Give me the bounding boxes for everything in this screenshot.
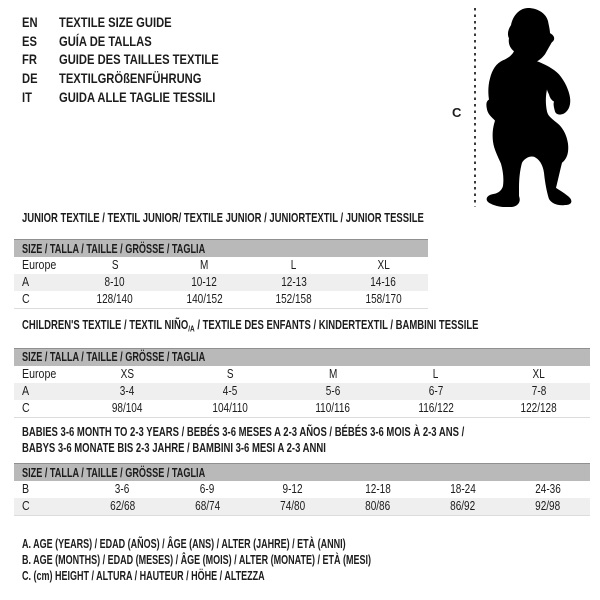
table-title: [14, 317, 590, 337]
table-row: [14, 274, 428, 291]
language-row: [22, 13, 259, 32]
table-row: [14, 291, 428, 309]
table-title-text: /A: [188, 323, 195, 334]
footnote-text: C. (cm) HEIGHT / ALTURA / HAUTEUR / HÖHE / ALTEZZA: [22, 569, 265, 584]
table-row: [14, 481, 590, 498]
table-title: [14, 210, 590, 226]
cell-value: 80/86: [364, 499, 391, 513]
table-title-text: / TEXTILE DES ENFANTS / KINDERTEXTIL / BAMBINI TESSILE: [194, 318, 479, 332]
language-label: TEXTILGRÖßENFÜHRUNG: [59, 70, 202, 87]
row-label-text: Europe: [22, 366, 57, 381]
cell-value: 5-6: [325, 383, 341, 398]
cell-value: 12-13: [280, 275, 307, 289]
table-row: [14, 257, 428, 274]
height-measure-label: C: [452, 105, 462, 120]
row-label-text: Europe: [22, 258, 57, 272]
table-size-header: SIZE / TALLA / TAILLE / GRÖSSE / TAGLIA: [22, 241, 206, 256]
cell-value: 140/152: [186, 292, 223, 306]
cell-value: 14-16: [370, 275, 397, 289]
table-title-text: BABYS 3-6 MONATE BIS 2-3 JAHRE / BAMBINI 3-6 MESI A 2-3 ANNI: [22, 441, 326, 455]
cell-value: 122/128: [520, 400, 557, 415]
table-row: [14, 498, 590, 516]
language-label: GUIDA ALLE TAGLIE TESSILI: [59, 88, 216, 105]
row-label-text: C: [22, 400, 30, 415]
footnote-line: [22, 536, 507, 552]
size-table-section: [14, 317, 590, 418]
cell-value: 62/68: [109, 499, 136, 513]
language-label: TEXTILE SIZE GUIDE: [59, 14, 172, 31]
cell-value: 6-7: [428, 383, 444, 398]
row-label-text: B: [22, 482, 30, 496]
cell-value: 24-36: [534, 482, 561, 496]
cell-value: 4-5: [222, 383, 238, 398]
table-header-row: [14, 348, 590, 366]
cell-value: XL: [377, 258, 390, 272]
language-row: [22, 87, 259, 106]
row-label-text: C: [22, 292, 30, 306]
cell-value: 10-12: [191, 275, 218, 289]
language-label: GUÍA DE TALLAS: [59, 32, 152, 49]
cell-value: S: [111, 258, 119, 272]
cell-value: 158/170: [365, 292, 402, 306]
cell-value: M: [328, 366, 338, 381]
cell-value: L: [290, 258, 297, 272]
cell-value: 3-6: [115, 482, 130, 496]
table-title-text: JUNIOR TEXTILE / TEXTIL JUNIOR/ TEXTILE JUNIOR / JUNIORTEXTIL / JUNIOR TESSILE: [22, 211, 424, 225]
size-table: [14, 348, 590, 418]
table-size-header: SIZE / TALLA / TAILLE / GRÖSSE / TAGLIA: [22, 350, 206, 364]
footnote-text: A. AGE (YEARS) / EDAD (AÑOS) / ÂGE (ANS) / ALTER (JAHRE) / ETÀ (ANNI): [22, 537, 346, 551]
cell-value: S: [226, 366, 234, 381]
footnote-text: B. AGE (MONTHS) / EDAD (MESES) / ÂGE (MOIS) / ALTER (MONATE) / ETÀ (MESI): [22, 553, 371, 568]
language-row: [22, 69, 259, 88]
size-table-section: [14, 210, 590, 309]
table-title-line: [22, 317, 590, 337]
cell-value: 128/140: [96, 292, 133, 306]
row-label-text: C: [22, 499, 30, 513]
table-size-header: SIZE / TALLA / TAILLE / GRÖSSE / TAGLIA: [22, 465, 206, 480]
language-row: [22, 32, 259, 51]
cell-value: XL: [532, 366, 545, 381]
cell-value: M: [200, 258, 209, 272]
language-code: IT: [22, 88, 32, 105]
table-title-text: CHILDREN'S TEXTILE / TEXTIL NIÑO: [22, 318, 189, 332]
size-table-section: [14, 424, 590, 516]
language-code: ES: [22, 32, 37, 49]
cell-value: 9-12: [282, 482, 303, 496]
table-header-row: [14, 464, 590, 482]
table-header-row: [14, 240, 428, 258]
cell-value: 104/110: [212, 400, 248, 415]
size-table: [14, 463, 590, 516]
language-code: EN: [22, 14, 38, 31]
cell-value: 12-18: [364, 482, 391, 496]
cell-value: 68/74: [194, 499, 221, 513]
cell-value: 92/98: [534, 499, 561, 513]
cell-value: 7-8: [531, 383, 546, 398]
cell-value: L: [433, 366, 439, 381]
cell-value: 3-4: [120, 383, 135, 398]
table-title-text: BABIES 3-6 MONTH TO 2-3 YEARS / BEBÉS 3-6 MESES A 2-3 AÑOS / BÉBÉS 3-6 MOIS À 2-3 ANS /: [22, 425, 465, 439]
height-measure-line: [474, 8, 476, 207]
language-list: [22, 13, 259, 106]
table-row: [14, 383, 590, 400]
language-code: DE: [22, 70, 38, 87]
language-label: GUIDE DES TAILLES TEXTILE: [59, 51, 219, 68]
table-title-line: [22, 424, 590, 440]
cell-value: 18-24: [449, 482, 476, 496]
cell-value: 8-10: [104, 275, 125, 289]
cell-value: XS: [120, 366, 135, 381]
table-title: [14, 424, 590, 456]
language-code: FR: [22, 51, 37, 68]
footnote-line: [22, 552, 507, 568]
row-label-text: A: [22, 383, 30, 398]
size-table: [14, 239, 428, 309]
table-title-line: [22, 440, 590, 456]
language-row: [22, 50, 259, 69]
row-label-text: A: [22, 275, 30, 289]
cell-value: 110/116: [315, 400, 351, 415]
cell-value: 86/92: [449, 499, 476, 513]
footnote-line: [22, 568, 507, 584]
cell-value: 74/80: [279, 499, 306, 513]
cell-value: 6-9: [200, 482, 215, 496]
table-title-line: [22, 210, 590, 226]
cell-value: 116/122: [418, 400, 454, 415]
cell-value: 152/158: [275, 292, 312, 306]
table-row: [14, 400, 590, 418]
footnotes: [22, 536, 507, 585]
baby-silhouette-image: [477, 6, 585, 207]
table-row: [14, 366, 590, 383]
cell-value: 98/104: [112, 400, 143, 415]
